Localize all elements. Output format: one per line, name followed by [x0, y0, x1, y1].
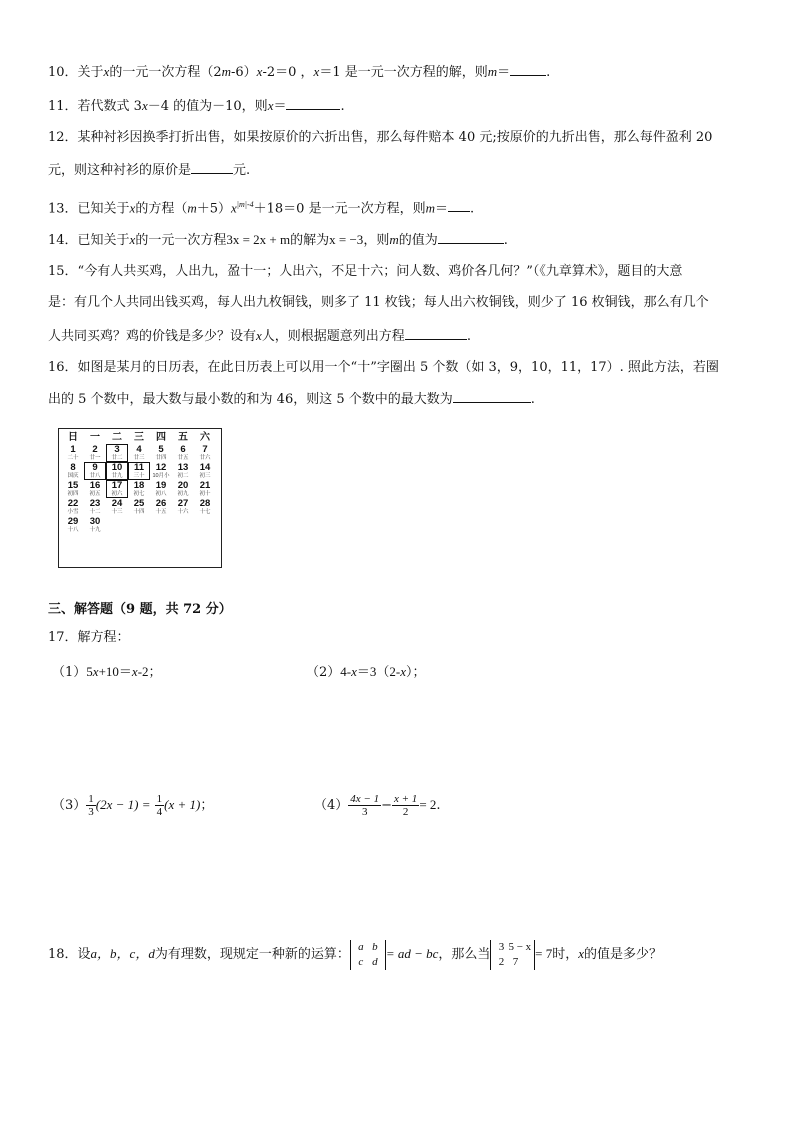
minus-sign: −: [381, 798, 392, 813]
lunar-date: 廿四: [155, 455, 167, 461]
eq-part: (2x − 1) =: [95, 797, 151, 812]
lunar-date: 10月小: [152, 473, 170, 479]
day-number: 23: [89, 498, 101, 509]
lunar-date: 十二: [89, 509, 101, 515]
calendar-day: [194, 480, 216, 498]
lunar-date: 初二: [177, 473, 189, 479]
q14-text: ，则: [363, 233, 390, 248]
day-number: 20: [177, 480, 189, 491]
eq-end: .: [436, 798, 441, 813]
eq-part: 5: [86, 664, 93, 679]
lunar-date: 初五: [89, 491, 101, 497]
det-cell: d: [372, 955, 378, 968]
q18-text: 时，: [552, 947, 579, 962]
denominator: 3: [361, 806, 368, 818]
q10-text: -2＝0 ，: [262, 65, 314, 80]
calendar-day: [128, 498, 150, 516]
q10-end: .: [546, 65, 551, 80]
lunar-date: 初九: [177, 491, 189, 497]
calendar-day: [150, 516, 172, 534]
lunar-date: 十三: [111, 509, 123, 515]
answer-blank[interactable]: [405, 325, 467, 340]
question-16-line1: 16．如图是某月的日历表，在此日历表上可以用一个“十”字圈出 5 个数（如 3，9，10，11，17）. 照此方法，若圈: [48, 360, 719, 375]
lunar-date: 初十: [199, 491, 211, 497]
q14-end: .: [503, 233, 508, 248]
q18-text: 为有理数，现规定一种新的运算：: [154, 947, 350, 962]
lunar-date: 国庆: [67, 473, 79, 479]
calendar-weekday: 四: [156, 432, 166, 443]
day-number: 18: [133, 480, 145, 491]
calendar-figure: [58, 428, 222, 568]
q17-part4: [314, 790, 748, 821]
q18-vars: a，b，c，d: [90, 946, 155, 961]
lunar-date: 廿八: [89, 473, 101, 479]
numerator: 1: [156, 793, 163, 805]
question-17-title: 17．解方程：: [48, 630, 130, 645]
calendar-day: [194, 444, 216, 462]
calendar-day: [172, 462, 194, 480]
q12-text: 元.: [233, 163, 251, 178]
lunar-date: 初四: [67, 491, 79, 497]
q11-text: 11．若代数式 3: [48, 99, 142, 114]
calendar-week-row: [62, 498, 216, 516]
lunar-date: 十五: [155, 509, 167, 515]
q16-end: .: [530, 392, 535, 407]
calendar-day: [194, 516, 216, 534]
var-x: x: [256, 328, 262, 343]
var-x: x: [400, 664, 407, 679]
q15-text: 人，则根据题意列出方程: [261, 329, 405, 344]
calendar-weekday: 日: [68, 432, 78, 443]
calendar-day: [128, 444, 150, 462]
var-m: m: [389, 232, 399, 247]
question-15-line2: 是：有几个人共同出钱买鸡，每人出九枚铜钱，则多了 11 枚钱；每人出六枚铜钱，则少了 16 枚铜钱，那么有几个: [48, 295, 709, 310]
q10-text: 的一元一次方程（2: [109, 65, 222, 80]
day-number: 9: [92, 462, 98, 473]
day-number: 10: [111, 462, 123, 473]
calendar-day: [150, 444, 172, 462]
part-label: （4）: [314, 798, 349, 813]
eq-part: ＝3（2-: [356, 664, 401, 679]
calendar-day: [106, 444, 128, 462]
lunar-date: 廿一: [89, 455, 101, 461]
day-number: 7: [202, 444, 208, 455]
day-number: 4: [136, 444, 142, 455]
question-15-line3: [48, 325, 748, 347]
calendar-day: [84, 498, 106, 516]
denominator: 2: [402, 806, 409, 818]
calendar-day: [84, 462, 106, 480]
eq-part: 4-: [340, 664, 352, 679]
eq-part: (x + 1): [164, 797, 201, 812]
lunar-date: 初三: [199, 473, 211, 479]
calendar-day: [194, 498, 216, 516]
day-number: 11: [133, 462, 145, 473]
numerator: 4x − 1: [350, 793, 380, 805]
day-number: 22: [67, 498, 79, 509]
calendar-day: [84, 444, 106, 462]
calendar-weekday: 一: [90, 432, 100, 443]
var-m: m: [221, 64, 231, 79]
day-number: 19: [155, 480, 167, 491]
q15-end: .: [466, 329, 471, 344]
lunar-date: 廿六: [199, 455, 211, 461]
day-number: 6: [180, 444, 186, 455]
q13-text: ＝: [434, 201, 448, 217]
calendar-header-row: [62, 431, 216, 444]
calendar-day: [84, 480, 106, 498]
calendar-day: [106, 480, 128, 498]
day-number: 13: [177, 462, 189, 473]
answer-blank[interactable]: [453, 388, 531, 403]
calendar-day: [84, 516, 106, 534]
day-number: 28: [199, 498, 211, 509]
calendar-week-row: [62, 516, 216, 534]
denominator: 4: [156, 806, 163, 818]
var-x: x: [267, 98, 274, 113]
var-x: x: [231, 200, 237, 216]
numerator: x + 1: [394, 793, 418, 805]
day-number: 5: [158, 444, 164, 455]
day-number: 26: [155, 498, 167, 509]
calendar-day: [62, 498, 84, 516]
calendar-day: [62, 516, 84, 534]
day-number: 14: [199, 462, 211, 473]
q13-text: ＋18＝0 是一元一次方程，则: [253, 201, 426, 217]
eq-part: = 2: [419, 797, 437, 812]
var-m: m: [425, 200, 435, 216]
question-18: [48, 938, 748, 971]
q18-text: 的值是多少？: [584, 947, 663, 962]
det-cell: 3: [498, 940, 505, 953]
q14-text: 的一元一次方程: [135, 233, 227, 248]
day-number: 8: [70, 462, 76, 473]
lunar-date: 十九: [89, 527, 101, 533]
lunar-date: 二十: [67, 455, 79, 461]
q17-part2: [306, 662, 748, 683]
answer-blank[interactable]: [510, 61, 546, 76]
calendar-day: [62, 480, 84, 498]
numerator: 1: [88, 793, 94, 805]
det-cell: 2: [498, 955, 505, 968]
answer-blank[interactable]: [438, 229, 504, 244]
day-number: 17: [111, 480, 123, 491]
calendar-day: [172, 498, 194, 516]
question-15-line1: 15．“今有人共买鸡，人出九，盈十一；人出六，不足十六；问人数、鸡价各几何？”（《九章算术》，题目的大意: [48, 264, 683, 279]
lunar-date: 初八: [155, 491, 167, 497]
var-x: x: [578, 946, 585, 961]
day-number: 27: [177, 498, 189, 509]
fraction: [392, 793, 419, 818]
calendar-day: [128, 480, 150, 498]
calendar-week-row: [62, 444, 216, 462]
q14-text: 的解为: [290, 233, 330, 248]
q13-text: ＋5）: [196, 201, 232, 217]
q15-text: 人共同买鸡？鸡的价钱是多少？设有: [48, 329, 257, 344]
calendar-weekday: 二: [112, 432, 122, 443]
day-number: 16: [89, 480, 101, 491]
eq-part: -2；: [137, 664, 162, 679]
q10-text: ＝: [497, 65, 511, 80]
q10-text: ＝1 是一元一次方程的解，则: [319, 65, 488, 80]
section-title: 三、解答题（9 题，共 72 分）: [48, 602, 232, 617]
lunar-date: 廿三: [133, 455, 145, 461]
calendar-day: [128, 462, 150, 480]
q18-formula: = 7: [535, 946, 553, 961]
calendar-weekday: 三: [134, 432, 144, 443]
calendar-day: [150, 498, 172, 516]
calendar-day: [150, 462, 172, 480]
day-number: 29: [67, 516, 79, 527]
question-13: [48, 195, 748, 219]
lunar-date: 十七: [199, 509, 211, 515]
var-m: m: [187, 200, 197, 216]
eq-end: ；: [200, 798, 214, 813]
det-cell: 7: [512, 955, 519, 968]
calendar-body: [62, 444, 216, 534]
q18-text: ，那么当: [438, 947, 491, 962]
day-number: 25: [133, 498, 145, 509]
fraction: [348, 793, 381, 818]
question-11: [48, 95, 748, 117]
lunar-date: 廿二: [111, 455, 123, 461]
q18-formula: = ad − bc: [385, 946, 439, 961]
determinant-2: [490, 940, 535, 970]
var-x: x: [92, 664, 99, 679]
eq-part: +10＝: [98, 664, 132, 679]
day-number: 21: [199, 480, 211, 491]
det-cell: c: [358, 955, 364, 968]
var-x: x: [129, 232, 136, 247]
calendar-day: [150, 480, 172, 498]
q10-text: -6）: [231, 65, 257, 80]
calendar-day: [172, 516, 194, 534]
lunar-date: 小雪: [67, 509, 79, 515]
question-14: [48, 229, 748, 251]
var-x: x: [256, 64, 263, 79]
day-number: 12: [155, 462, 167, 473]
calendar-table: [62, 431, 216, 534]
q18-text: 18．设: [48, 947, 91, 962]
lunar-date: 廿九: [111, 473, 123, 479]
lunar-date: 十四: [133, 509, 145, 515]
lunar-date: 初七: [133, 491, 145, 497]
calendar-day: [62, 444, 84, 462]
denominator: 3: [88, 806, 94, 818]
q13-text: 13．已知关于: [48, 201, 130, 217]
day-number: 24: [111, 498, 123, 509]
day-number: 15: [67, 480, 79, 491]
q13-text: 的方程（: [135, 201, 188, 217]
var-x: x: [131, 664, 138, 679]
day-number: 3: [114, 444, 120, 455]
question-16-line2: [48, 388, 748, 410]
q16-text: 出的 5 个数中，最大数与最小数的和为 46，则这 5 个数中的最大数为: [48, 392, 453, 407]
det-cell: 5 − x: [508, 940, 532, 953]
det-cell: a: [358, 940, 364, 953]
fraction: [86, 793, 96, 818]
q14-solution: x = −3: [329, 232, 364, 247]
lunar-date: 廿五: [177, 455, 189, 461]
q14-text: 的值为: [398, 233, 438, 248]
fraction: [155, 793, 165, 818]
question-12-line2: [48, 159, 748, 181]
calendar-day: [194, 462, 216, 480]
calendar-day: [106, 516, 128, 534]
var-x: x: [313, 64, 320, 79]
q10-text: 10．关于: [48, 65, 104, 80]
answer-blank[interactable]: [448, 197, 470, 212]
det-cell: b: [372, 940, 378, 953]
q14-equation: 3x = 2x + m: [226, 232, 291, 247]
calendar-day: [106, 498, 128, 516]
var-x: x: [129, 200, 136, 216]
q13-end: .: [470, 201, 475, 217]
question-12-line1: 12．某种衬衫因换季打折出售，如果按原价的六折出售，那么每件赔本 40 元;按原价的九折出售，那么每件盈利 20: [48, 130, 713, 145]
q12-text: 元，则这种衬衫的原价是: [48, 163, 192, 178]
calendar-day: [128, 516, 150, 534]
lunar-date: 三十: [133, 473, 145, 479]
answer-blank[interactable]: [191, 159, 233, 174]
var-x: x: [103, 64, 110, 79]
part-label: （1）: [52, 665, 87, 680]
lunar-date: 十八: [67, 527, 79, 533]
part-label: （2）: [306, 665, 341, 680]
var-x: x: [141, 98, 148, 113]
question-10: [48, 61, 748, 83]
calendar-day: [62, 462, 84, 480]
day-number: 2: [92, 444, 98, 455]
q11-text: ＝: [273, 99, 287, 114]
calendar-day: [106, 462, 128, 480]
var-x: x: [351, 664, 357, 679]
calendar-weekday: 五: [178, 432, 188, 443]
q14-text: 14．已知关于: [48, 233, 130, 248]
exponent: |m|-4: [236, 200, 254, 209]
lunar-date: 初六: [111, 491, 123, 497]
var-m: m: [487, 64, 498, 79]
q11-text: －4 的值为－10，则: [147, 99, 268, 114]
calendar-day: [172, 480, 194, 498]
eq-part: ）；: [406, 664, 426, 679]
part-label: （3）: [52, 798, 87, 813]
calendar-week-row: [62, 480, 216, 498]
day-number: 30: [89, 516, 101, 527]
calendar-week-row: [62, 462, 216, 480]
day-number: 1: [70, 444, 76, 455]
calendar-day: [172, 444, 194, 462]
answer-blank[interactable]: [286, 95, 340, 110]
determinant-1: [350, 940, 386, 970]
calendar-weekday: 六: [200, 432, 210, 443]
lunar-date: 十六: [177, 509, 189, 515]
q11-end: .: [340, 99, 345, 114]
